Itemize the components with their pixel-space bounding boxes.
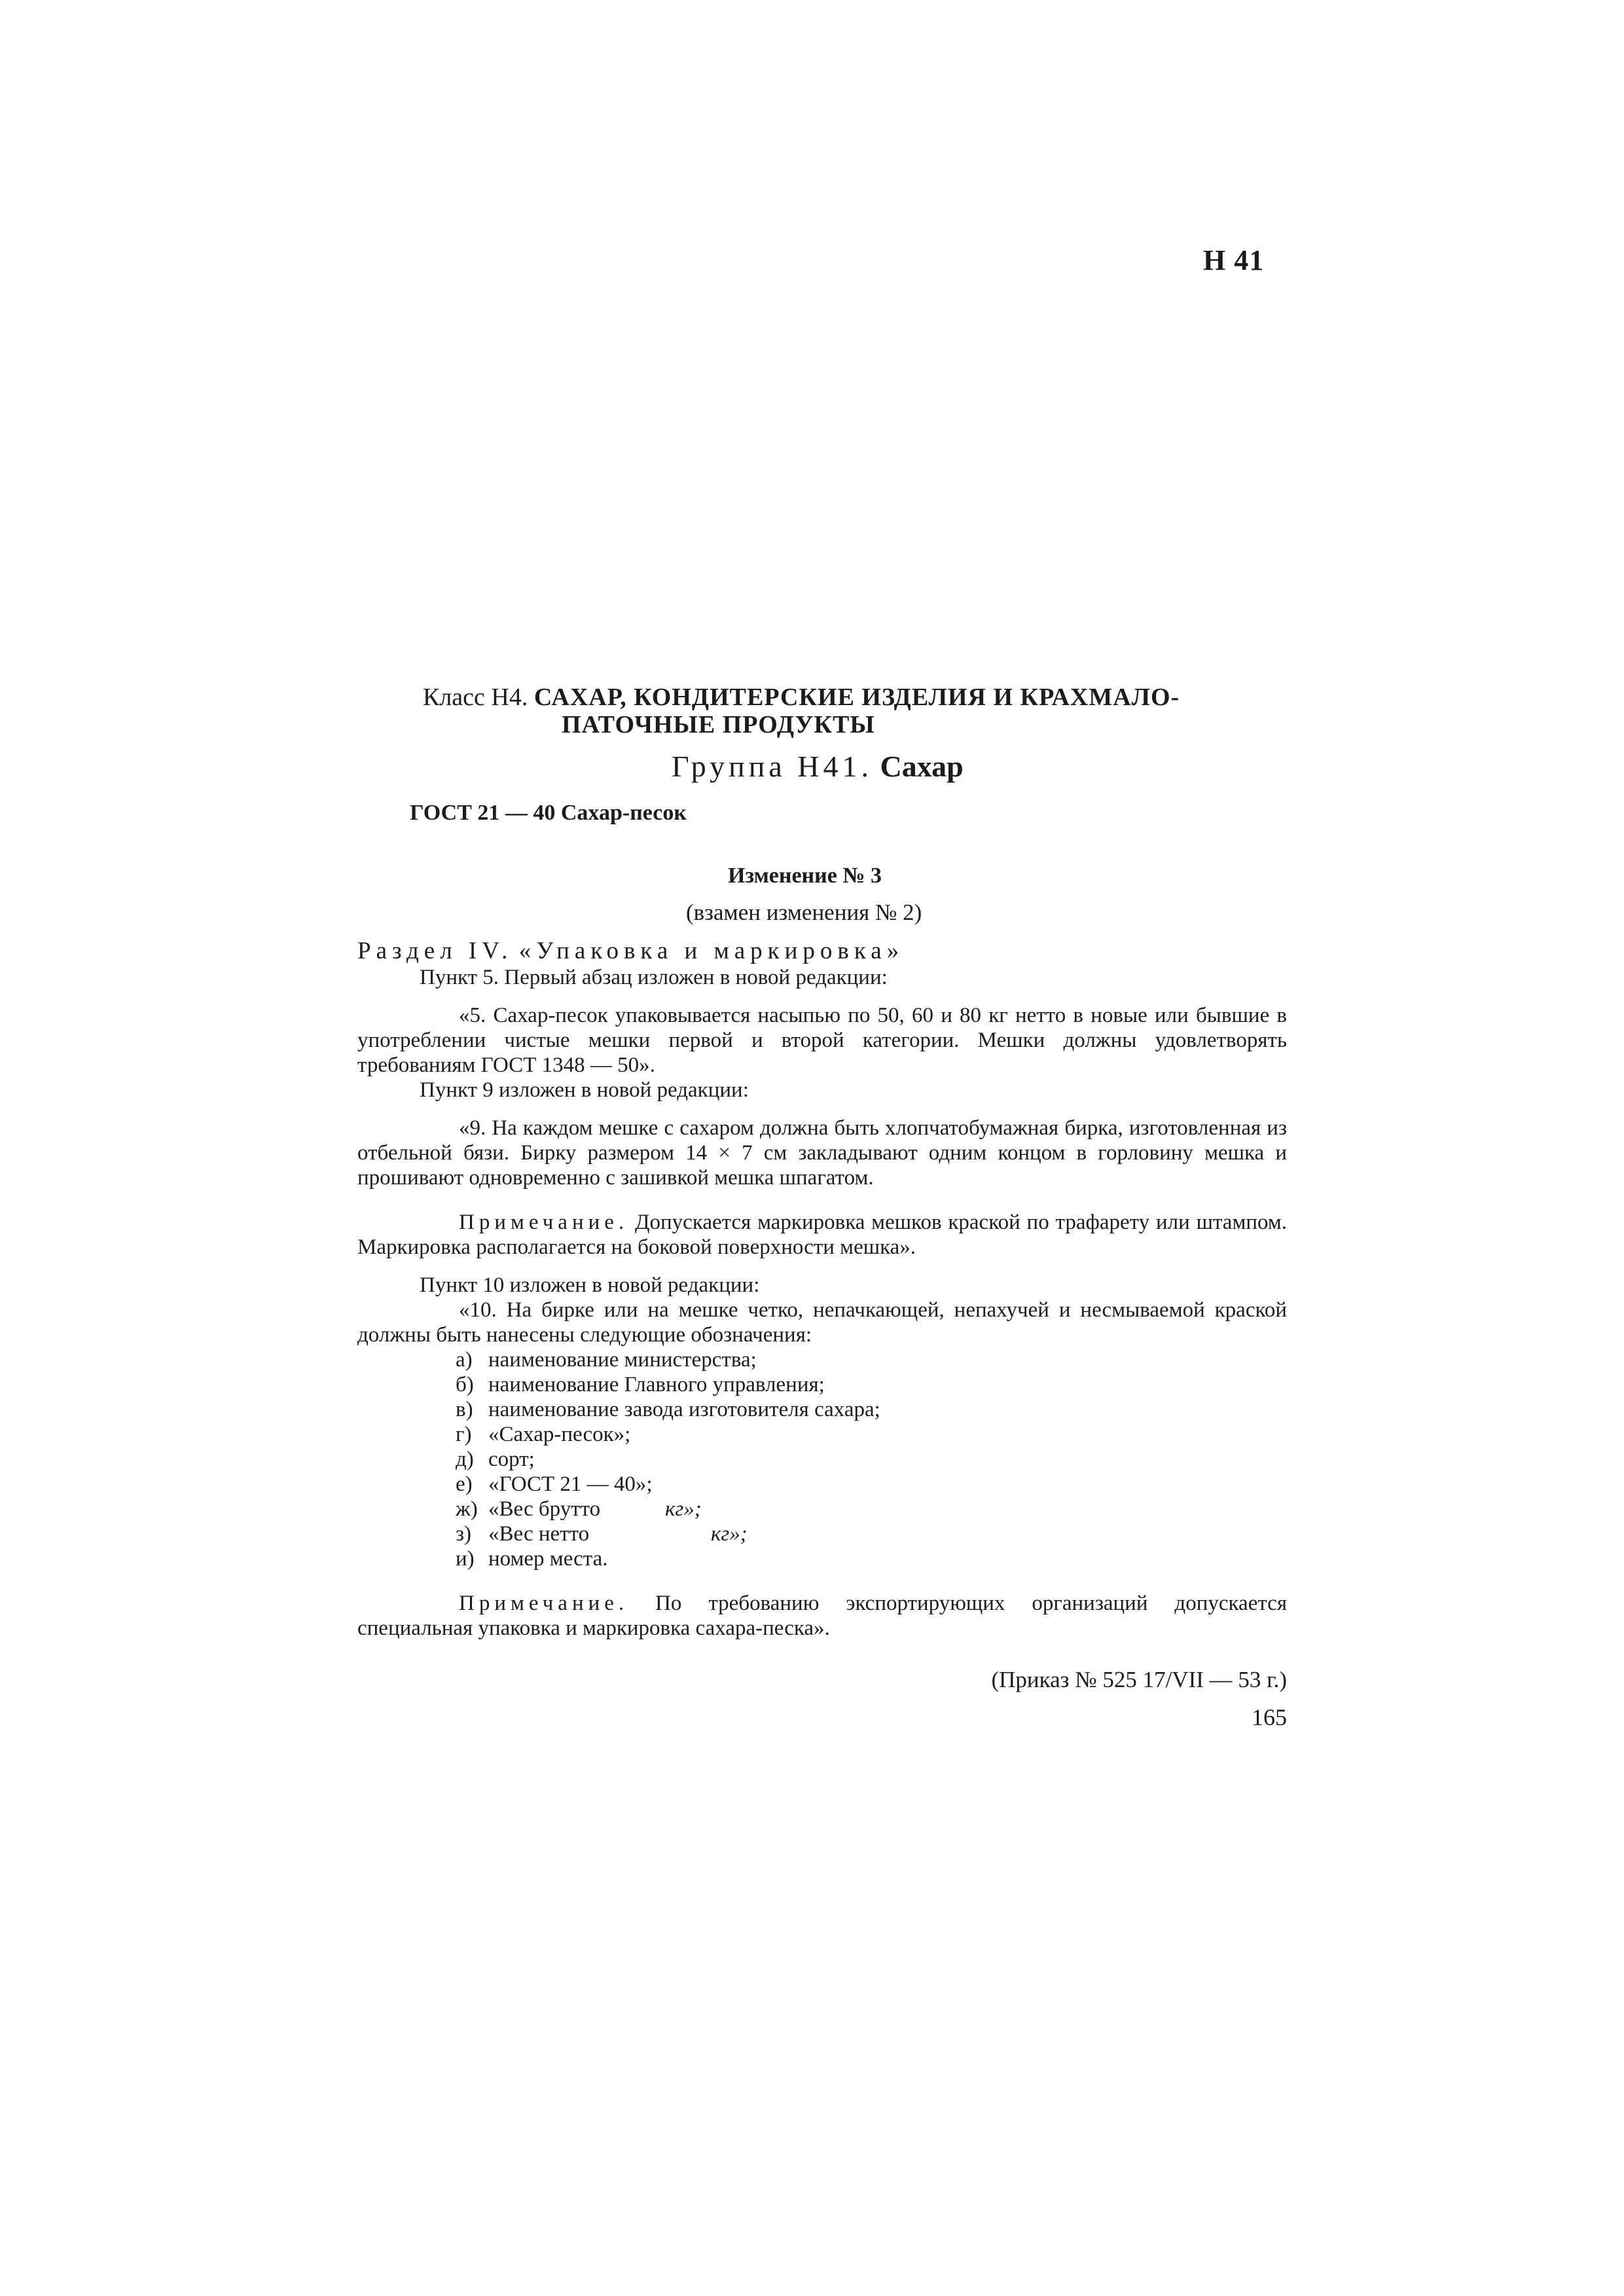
marking-list <box>456 1347 1287 1571</box>
order-reference: (Приказ № 525 17/VII — 53 г.) <box>991 1667 1287 1692</box>
class-prefix: Класс Н4. <box>423 683 528 711</box>
clause-9-heading: Пункт 9 изложен в новой редакции: <box>420 1078 749 1102</box>
list-item: ж) «Вес брутто кг»; <box>456 1497 702 1521</box>
note-1-text: Допускается маркировка мешков краской по трафарету или штампом. Маркировка располагается на боковой поверхности мешка». <box>357 1211 1288 1259</box>
list-item: е) «ГОСТ 21 — 40»; <box>456 1472 653 1496</box>
note-2-text: По требованию экспортирующих организаций допускается специальная упаковка и маркировка сахара-песка». <box>357 1592 1287 1640</box>
clause-9-text: «9. На каждом мешке с сахаром должна быть хлопчатобумажная бирка, изготовленная из отбельной бязи. Бирку размером 14 × 7 см закладывают одним концом в горловину мешка и прошивают одновременно с зашивкой мешка шпагатом. <box>357 1116 1287 1190</box>
gost-title: ГОСТ 21 — 40 Сахар-песок <box>410 801 687 825</box>
section-label: Раздел IV. <box>357 938 513 964</box>
class-heading <box>423 683 1287 711</box>
document-body <box>357 683 1287 1731</box>
change-subtitle: (взамен изменения № 2) <box>686 900 922 925</box>
clause-10-heading: Пункт 10 изложен в новой редакции: <box>420 1273 760 1297</box>
list-item: и) номер места. <box>456 1547 608 1571</box>
section-heading <box>357 938 1287 965</box>
list-item: з) «Вес нетто кг»; <box>456 1522 748 1546</box>
list-item: г) «Сахар-песок»; <box>456 1423 631 1446</box>
page-number: 165 <box>1252 1704 1287 1730</box>
list-item: б) наименование Главного управления; <box>456 1373 825 1396</box>
clause-10-text: «10. На бирке или на мешке четко, непачкающей, непахучей и несмываемой краской должны быть нанесены следующие обозначения: <box>357 1298 1287 1347</box>
note-2-label: Примечание. <box>459 1592 629 1615</box>
group-heading <box>672 749 1287 784</box>
note-2 <box>357 1591 1287 1641</box>
page-code: Н 41 <box>1203 244 1265 276</box>
class-name-line2: ПАТОЧНЫЕ ПРОДУКТЫ <box>562 711 875 738</box>
group-name: Сахар <box>880 750 964 783</box>
class-name-line1: САХАР, КОНДИТЕРСКИЕ ИЗДЕЛИЯ И КРАХМАЛО- <box>533 683 1180 711</box>
list-item: а) наименование министерства; <box>456 1348 757 1372</box>
note-1 <box>357 1210 1287 1260</box>
clause-5-text: «5. Сахар-песок упаковывается насыпью по 50, 60 и 80 кг нетто в новые или бывшие в употреблении чистые мешки первой и второй категории. Мешки должны удовлетворять требованиям ГОСТ 1348 — 50». <box>357 1004 1287 1077</box>
clause-5-heading: Пункт 5. Первый абзац изложен в новой редакции: <box>420 966 888 989</box>
list-item: в) наименование завода изготовителя сахара; <box>456 1398 880 1421</box>
note-1-label: Примечание. <box>459 1211 629 1234</box>
group-prefix: Группа Н41. <box>672 750 873 783</box>
change-title: Изменение № 3 <box>728 864 882 888</box>
list-item: д) сорт; <box>456 1448 535 1471</box>
section-name: «Упаковка и маркировка» <box>518 938 905 964</box>
